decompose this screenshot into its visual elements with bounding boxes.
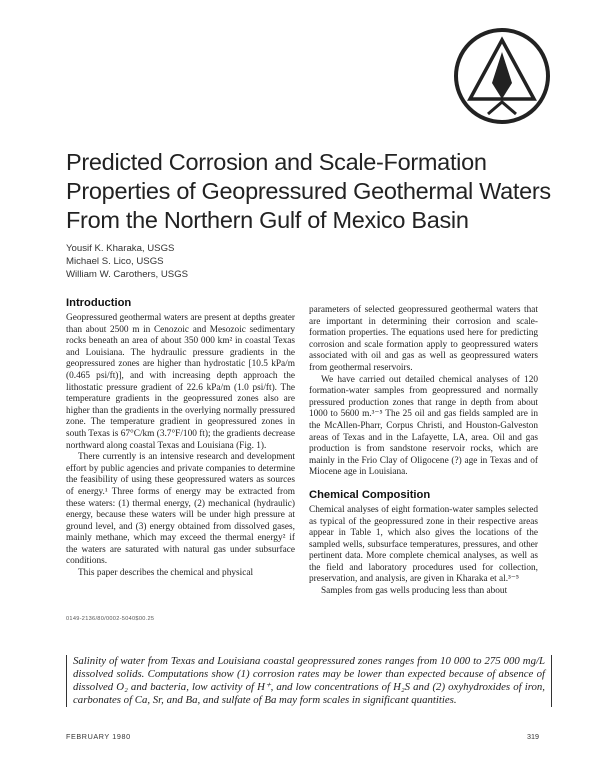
body-paragraph: There currently is an intensive research and development effort by public agencies and private companies to determine the feasibility of using these geopressured waters as sources of energy.¹ Three forms of energy may be extracted from these waters: (1) thermal energy, (2) mechanical (hydraulic) energy, because these waters will be under high pressure at ground level, and (3) energy obtained from dissolved gases, mainly methane, which may exceed the thermal energy² if the waters are saturated with natural gas under subsurface conditions. [66,452,295,567]
body-paragraph: Chemical analyses of eight formation-water samples selected as typical of the geopressured zone in their respective areas appear in Table 1, which also gives the locations of the sampled wells, subsurface temperatures, pressures, and other pertinent data. More complete chemical analyses, as well as the field and laboratory procedures used for collection, preservation, and analysis, are given in Kharaka et al.³⁻⁵ [309,504,538,585]
body-paragraph: Geopressured geothermal waters are present at depths greater than about 2500 m in Cenozoic and Mesozoic sedimentary rocks beneath an area of about 350 000 km² in coastal Texas and Louisiana. The hydraulic pressure gradients in the geopressured zones are higher than hydrostatic [10.5 kPa/m (0.465 psi/ft)], and with increasing depth approach the lithostatic pressure gradient of 22.6 kPa/m (1.0 psi/ft). The temperature gradients in the geopressured zones also are higher than the gradients in the overlying normally pressured zone. The temperature gradient in geopressured zones in south Texas is 67°C/km (3.7°F/100 ft); the gradients decrease northward along coastal Texas and Louisiana (Fig. 1). [66,313,295,451]
body-paragraph: parameters of selected geopressured geothermal waters that are important in determining their corrosion and scale-formation properties. The equations used here for predicting corrosion and scale formation apply to geopressured waters associated with oil and gas as well as geopressured waters from geothermal reservoirs. [309,305,538,373]
issue-date: FEBRUARY 1980 [66,732,131,741]
paper-title [66,148,566,235]
page-number: 319 [527,732,539,741]
body-paragraph: We have carried out detailed chemical analyses of 120 formation-water samples from geopressured and normally pressured production zones that range in depth from about 1000 to 5600 m.³⁻⁵ The 25 oil and gas fields sampled are in the McAllen-Pharr, Corpus Christi, and Houston-Galveston areas of Texas and in the Lafayette, LA, area. Oil and gas production is from sandstone reservoir rocks, which are mainly in the Frio Clay of Oligocene (?) age in Texas and of Miocene age in Louisiana. [309,374,538,478]
body-paragraph: Samples from gas wells producing less than about [321,586,508,597]
journal-logo-icon [452,26,552,126]
author: Yousif K. Kharaka, USGS [66,243,175,254]
introduction-heading: Introduction [66,297,132,309]
copyright-code: 0149-2136/80/0002-5040$00.25 [66,616,155,622]
title-line: From the Northern Gulf of Mexico Basin [66,207,469,233]
chemical-composition-heading: Chemical Composition [309,488,431,501]
right-column [309,305,538,598]
title-line: Predicted Corrosion and Scale-Formation [66,149,487,175]
body-paragraph: This paper describes the chemical and physical [78,568,254,579]
author-list [66,242,188,281]
left-column [66,296,295,580]
title-line: Properties of Geopressured Geothermal Waters [66,178,551,204]
author: William W. Carothers, USGS [66,269,189,280]
author: Michael S. Lico, USGS [66,256,164,267]
abstract-text: Salinity of water from Texas and Louisiana coastal geopressured zones ranges from 10 000 to 275 000 mg/L dissolved solids. Computations show (1) corrosion rates may be lower than expected because of absence of dissolved O₂ and bacteria, low activity of H⁺, and low concentrations of H₂S and (2) oxyhydroxides of iron, carbonates of Ca, Sr, and Ba, and sulfate of Ba may form scales in significant quantities. [73,655,545,706]
abstract-box [66,655,552,707]
